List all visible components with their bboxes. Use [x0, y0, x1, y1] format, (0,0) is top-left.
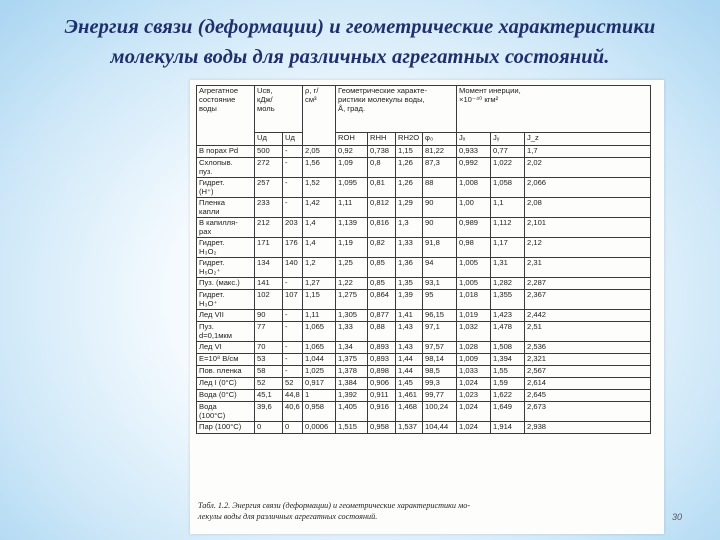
- table-cell: 44,8: [283, 390, 303, 402]
- table-cell: 2,367: [525, 290, 651, 310]
- table-cell-state: Пов. пленка: [197, 366, 255, 378]
- table-cell: 176: [283, 238, 303, 258]
- table-cell: 1,139: [336, 218, 368, 238]
- table-cell: 1,44: [396, 354, 423, 366]
- table-cell-state: E=10⁸ В/см: [197, 354, 255, 366]
- subheader-cell: J_z: [525, 133, 651, 146]
- table-cell: 500: [255, 146, 283, 158]
- table-cell: 1,355: [491, 290, 525, 310]
- table-cell-state: В порах Pd: [197, 146, 255, 158]
- table-row: [197, 198, 651, 218]
- table-cell: 1,52: [303, 178, 336, 198]
- table-cell-state: Гидрет. H₅O₂⁺: [197, 258, 255, 278]
- page-number: 30: [672, 512, 683, 522]
- table-cell: 1,622: [491, 390, 525, 402]
- table-cell: 1,15: [303, 290, 336, 310]
- table-row: [197, 322, 651, 342]
- table-cell: 1,025: [303, 366, 336, 378]
- table-cell-state: Пуз. d=0,1мкм: [197, 322, 255, 342]
- table-cell: 1,39: [396, 290, 423, 310]
- table-cell-state: Лед I (0°C): [197, 378, 255, 390]
- table-cell: 0: [283, 422, 303, 434]
- table-cell: 1,31: [491, 258, 525, 278]
- table-cell: 0,81: [368, 178, 396, 198]
- table-cell: 104,44: [423, 422, 457, 434]
- table-cell-state: В капилля- рах: [197, 218, 255, 238]
- header-energy: Uсв, кДж/ моль: [255, 86, 303, 133]
- table-cell-state: Пар (100°C): [197, 422, 255, 434]
- table-cell: 1,29: [396, 198, 423, 218]
- table-cell: 1,095: [336, 178, 368, 198]
- table-cell: 70: [255, 342, 283, 354]
- table-cell: 0,738: [368, 146, 396, 158]
- table-cell: 0,917: [303, 378, 336, 390]
- table-cell: 93,1: [423, 278, 457, 290]
- table-cell: 1,024: [457, 402, 491, 422]
- table-row: [197, 278, 651, 290]
- table-cell: -: [283, 198, 303, 218]
- table-cell: 2,938: [525, 422, 651, 434]
- table-cell: -: [283, 354, 303, 366]
- table-cell: 2,567: [525, 366, 651, 378]
- table-cell: 91,8: [423, 238, 457, 258]
- table-caption: Табл. 1.2. Энергия связи (деформации) и геометрические характеристики мо- лекулы воды для различных агрегатных состояний.: [198, 501, 471, 521]
- table-cell: 0,864: [368, 290, 396, 310]
- table-cell: 1,032: [457, 322, 491, 342]
- table-cell-state: Пуз. (макс.): [197, 278, 255, 290]
- table-cell: 1,25: [336, 258, 368, 278]
- table-cell: 0,916: [368, 402, 396, 422]
- table-cell: 1,282: [491, 278, 525, 290]
- table-cell: 1,005: [457, 258, 491, 278]
- table-cell: 2,287: [525, 278, 651, 290]
- table-cell: 2,442: [525, 310, 651, 322]
- table-cell: 0,906: [368, 378, 396, 390]
- table-cell: 1,468: [396, 402, 423, 422]
- table-cell: 1,19: [336, 238, 368, 258]
- table-cell: 1,112: [491, 218, 525, 238]
- table-cell: 97,1: [423, 322, 457, 342]
- table-cell: 77: [255, 322, 283, 342]
- table-row: [197, 310, 651, 322]
- table-cell: 2,12: [525, 238, 651, 258]
- table-row: [197, 146, 651, 158]
- table-cell: 171: [255, 238, 283, 258]
- table-cell: 1,392: [336, 390, 368, 402]
- table-cell: 1,375: [336, 354, 368, 366]
- table-cell: 1,515: [336, 422, 368, 434]
- table-cell: 1,4: [303, 218, 336, 238]
- table-cell: 0,98: [457, 238, 491, 258]
- table-cell: 1,55: [491, 366, 525, 378]
- table-cell: 1,3: [396, 218, 423, 238]
- table-cell: -: [283, 278, 303, 290]
- table-cell: 96,15: [423, 310, 457, 322]
- table-cell: 1,26: [396, 158, 423, 178]
- table-cell: 1,33: [336, 322, 368, 342]
- table-cell: 1,35: [396, 278, 423, 290]
- table-row: [197, 354, 651, 366]
- table-cell: 99,77: [423, 390, 457, 402]
- table-cell: 1,11: [303, 310, 336, 322]
- table-cell: 88: [423, 178, 457, 198]
- table-cell: -: [283, 178, 303, 198]
- table-cell: 1,17: [491, 238, 525, 258]
- table-row: [197, 390, 651, 402]
- table-cell: 2,645: [525, 390, 651, 402]
- table-cell: -: [283, 342, 303, 354]
- table-cell: -: [283, 366, 303, 378]
- table-cell-state: Пленка капли: [197, 198, 255, 218]
- table-cell: 1,33: [396, 238, 423, 258]
- table-cell: 39,6: [255, 402, 283, 422]
- table-cell: 1,09: [336, 158, 368, 178]
- table-cell: 2,673: [525, 402, 651, 422]
- table-cell: 0,958: [368, 422, 396, 434]
- table-cell: 99,3: [423, 378, 457, 390]
- table-cell: 1: [303, 390, 336, 402]
- table-cell: 272: [255, 158, 283, 178]
- table-cell: 1,024: [457, 422, 491, 434]
- table-cell: 2,51: [525, 322, 651, 342]
- table-cell: 1,649: [491, 402, 525, 422]
- table-cell: 0,958: [303, 402, 336, 422]
- table-cell: -: [283, 310, 303, 322]
- table-cell: 95: [423, 290, 457, 310]
- subheader-row: [197, 133, 651, 146]
- table-cell-state: Схлопыв. пуз.: [197, 158, 255, 178]
- table-cell: 1,11: [336, 198, 368, 218]
- table-cell: 2,066: [525, 178, 651, 198]
- table-cell: 0: [255, 422, 283, 434]
- subheader-cell: Jₓ: [457, 133, 491, 146]
- table-cell: 1,27: [303, 278, 336, 290]
- table-cell: 1,305: [336, 310, 368, 322]
- table-cell: 233: [255, 198, 283, 218]
- table-cell: 0,877: [368, 310, 396, 322]
- table-cell: 97,57: [423, 342, 457, 354]
- table-cell: 0,992: [457, 158, 491, 178]
- table-cell: 94: [423, 258, 457, 278]
- table-cell: 1,15: [396, 146, 423, 158]
- table-cell: 1,478: [491, 322, 525, 342]
- table-cell: 1,4: [303, 238, 336, 258]
- table-cell-state: Гидрет. H₃O⁺: [197, 290, 255, 310]
- table-cell: 1,008: [457, 178, 491, 198]
- table-cell: 1,378: [336, 366, 368, 378]
- table-cell: 0,8: [368, 158, 396, 178]
- table-row: [197, 290, 651, 310]
- table-cell: 98,5: [423, 366, 457, 378]
- table-cell: 2,536: [525, 342, 651, 354]
- table-cell: 1,023: [457, 390, 491, 402]
- table-cell: 102: [255, 290, 283, 310]
- table-cell: 134: [255, 258, 283, 278]
- table-cell: 0,933: [457, 146, 491, 158]
- table-cell: 40,6: [283, 402, 303, 422]
- table-cell: 53: [255, 354, 283, 366]
- table-row: [197, 342, 651, 354]
- subheader-cell: Uд: [283, 133, 303, 146]
- table-cell: 0,893: [368, 342, 396, 354]
- table-cell: 1,7: [525, 146, 651, 158]
- table-cell: 0,898: [368, 366, 396, 378]
- table-cell: -: [283, 322, 303, 342]
- table-cell: 52: [283, 378, 303, 390]
- subheader-cell: ROH: [336, 133, 368, 146]
- scanned-table-image: [190, 80, 664, 534]
- table-cell: 1,024: [457, 378, 491, 390]
- table-cell: 52: [255, 378, 283, 390]
- table-row: [197, 218, 651, 238]
- table-cell: -: [283, 146, 303, 158]
- table-cell: 203: [283, 218, 303, 238]
- table-cell: 0,92: [336, 146, 368, 158]
- data-table: [196, 85, 651, 434]
- table-cell: 1,384: [336, 378, 368, 390]
- table-cell: 1,005: [457, 278, 491, 290]
- table-cell: 1,36: [396, 258, 423, 278]
- table-cell: 100,24: [423, 402, 457, 422]
- table-cell: 0,88: [368, 322, 396, 342]
- table-cell: 87,3: [423, 158, 457, 178]
- table-cell: 0,85: [368, 258, 396, 278]
- table-cell-state: Лед VII: [197, 310, 255, 322]
- table-cell: 1,423: [491, 310, 525, 322]
- table-cell-state: Гидрет. (H⁺): [197, 178, 255, 198]
- table-cell-state: Гидрет. H₃O₂: [197, 238, 255, 258]
- table-cell: -: [283, 158, 303, 178]
- table-row: [197, 366, 651, 378]
- table-cell: 0,77: [491, 146, 525, 158]
- table-cell: 1,009: [457, 354, 491, 366]
- table-cell: 81,22: [423, 146, 457, 158]
- table-cell: 0,0006: [303, 422, 336, 434]
- table-cell: 1,065: [303, 342, 336, 354]
- table-cell: 0,812: [368, 198, 396, 218]
- table-cell-state: Вода (0°C): [197, 390, 255, 402]
- table-cell: 2,08: [525, 198, 651, 218]
- table-cell: 2,321: [525, 354, 651, 366]
- header-density: ρ, г/ см³: [303, 86, 336, 146]
- subheader-cell: Jᵧ: [491, 133, 525, 146]
- table-cell: 0,816: [368, 218, 396, 238]
- table-cell: 0,85: [368, 278, 396, 290]
- subheader-cell: RH2O: [396, 133, 423, 146]
- table-cell: 1,914: [491, 422, 525, 434]
- table-cell: 1,56: [303, 158, 336, 178]
- table-cell: 2,02: [525, 158, 651, 178]
- slide-title: [0, 12, 720, 72]
- table-cell: 0,911: [368, 390, 396, 402]
- table-cell: 140: [283, 258, 303, 278]
- table-cell: 2,05: [303, 146, 336, 158]
- table-cell: 45,1: [255, 390, 283, 402]
- table-row: [197, 378, 651, 390]
- subheader-cell: Uд: [255, 133, 283, 146]
- table-cell: 90: [423, 218, 457, 238]
- table-row: [197, 422, 651, 434]
- table-row: [197, 258, 651, 278]
- table-cell: 2,614: [525, 378, 651, 390]
- table-cell: 1,44: [396, 366, 423, 378]
- header-geometry: Геометрические характе- ристики молекулы воды, Å, град.: [336, 86, 457, 133]
- table-body: [197, 146, 651, 434]
- slide-title-line-2: молекулы воды для различных агрегатных состояний.: [110, 46, 610, 68]
- table-cell: 90: [423, 198, 457, 218]
- table-cell: 141: [255, 278, 283, 290]
- table-row: [197, 178, 651, 198]
- table-cell: 212: [255, 218, 283, 238]
- table-cell: 1,43: [396, 322, 423, 342]
- table-cell: 1,461: [396, 390, 423, 402]
- table-cell: 1,26: [396, 178, 423, 198]
- table-cell: 1,022: [491, 158, 525, 178]
- slide-title-line-1: Энергия связи (деформации) и геометрические характеристики: [64, 16, 656, 38]
- table-cell: 1,058: [491, 178, 525, 198]
- table-cell: 98,14: [423, 354, 457, 366]
- header-inertia: Момент инерции, ×10⁻⁴⁰ кгм²: [457, 86, 651, 133]
- table-cell: 1,42: [303, 198, 336, 218]
- table-cell: 0,893: [368, 354, 396, 366]
- table-cell: 1,2: [303, 258, 336, 278]
- subheader-cell: φ₀: [423, 133, 457, 146]
- table-row: [197, 238, 651, 258]
- table-cell: 1,019: [457, 310, 491, 322]
- header-state: Агрегатное состояние воды: [197, 86, 255, 146]
- table-cell: 1,405: [336, 402, 368, 422]
- table-cell: 1,1: [491, 198, 525, 218]
- table-cell: 1,41: [396, 310, 423, 322]
- table-cell: 1,275: [336, 290, 368, 310]
- table-cell: 1,22: [336, 278, 368, 290]
- table-cell: 1,00: [457, 198, 491, 218]
- table-cell: 2,31: [525, 258, 651, 278]
- table-cell: 1,537: [396, 422, 423, 434]
- table-cell: 257: [255, 178, 283, 198]
- table-cell: 1,59: [491, 378, 525, 390]
- table-cell: 90: [255, 310, 283, 322]
- table-cell: 1,45: [396, 378, 423, 390]
- subheader-cell: RHH: [368, 133, 396, 146]
- table-cell: 1,43: [396, 342, 423, 354]
- table-cell-state: Лед VI: [197, 342, 255, 354]
- table-cell: 1,018: [457, 290, 491, 310]
- table-cell: 1,508: [491, 342, 525, 354]
- table-cell: 107: [283, 290, 303, 310]
- table-cell: 0,989: [457, 218, 491, 238]
- table-cell: 0,82: [368, 238, 396, 258]
- table-row: [197, 158, 651, 178]
- table-cell: 1,34: [336, 342, 368, 354]
- table-cell: 1,394: [491, 354, 525, 366]
- table-cell-state: Вода (100°C): [197, 402, 255, 422]
- table-cell: 2,101: [525, 218, 651, 238]
- table-cell: 58: [255, 366, 283, 378]
- table-cell: 1,065: [303, 322, 336, 342]
- table-cell: 1,028: [457, 342, 491, 354]
- table-row: [197, 402, 651, 422]
- table-cell: 1,044: [303, 354, 336, 366]
- table-cell: 1,033: [457, 366, 491, 378]
